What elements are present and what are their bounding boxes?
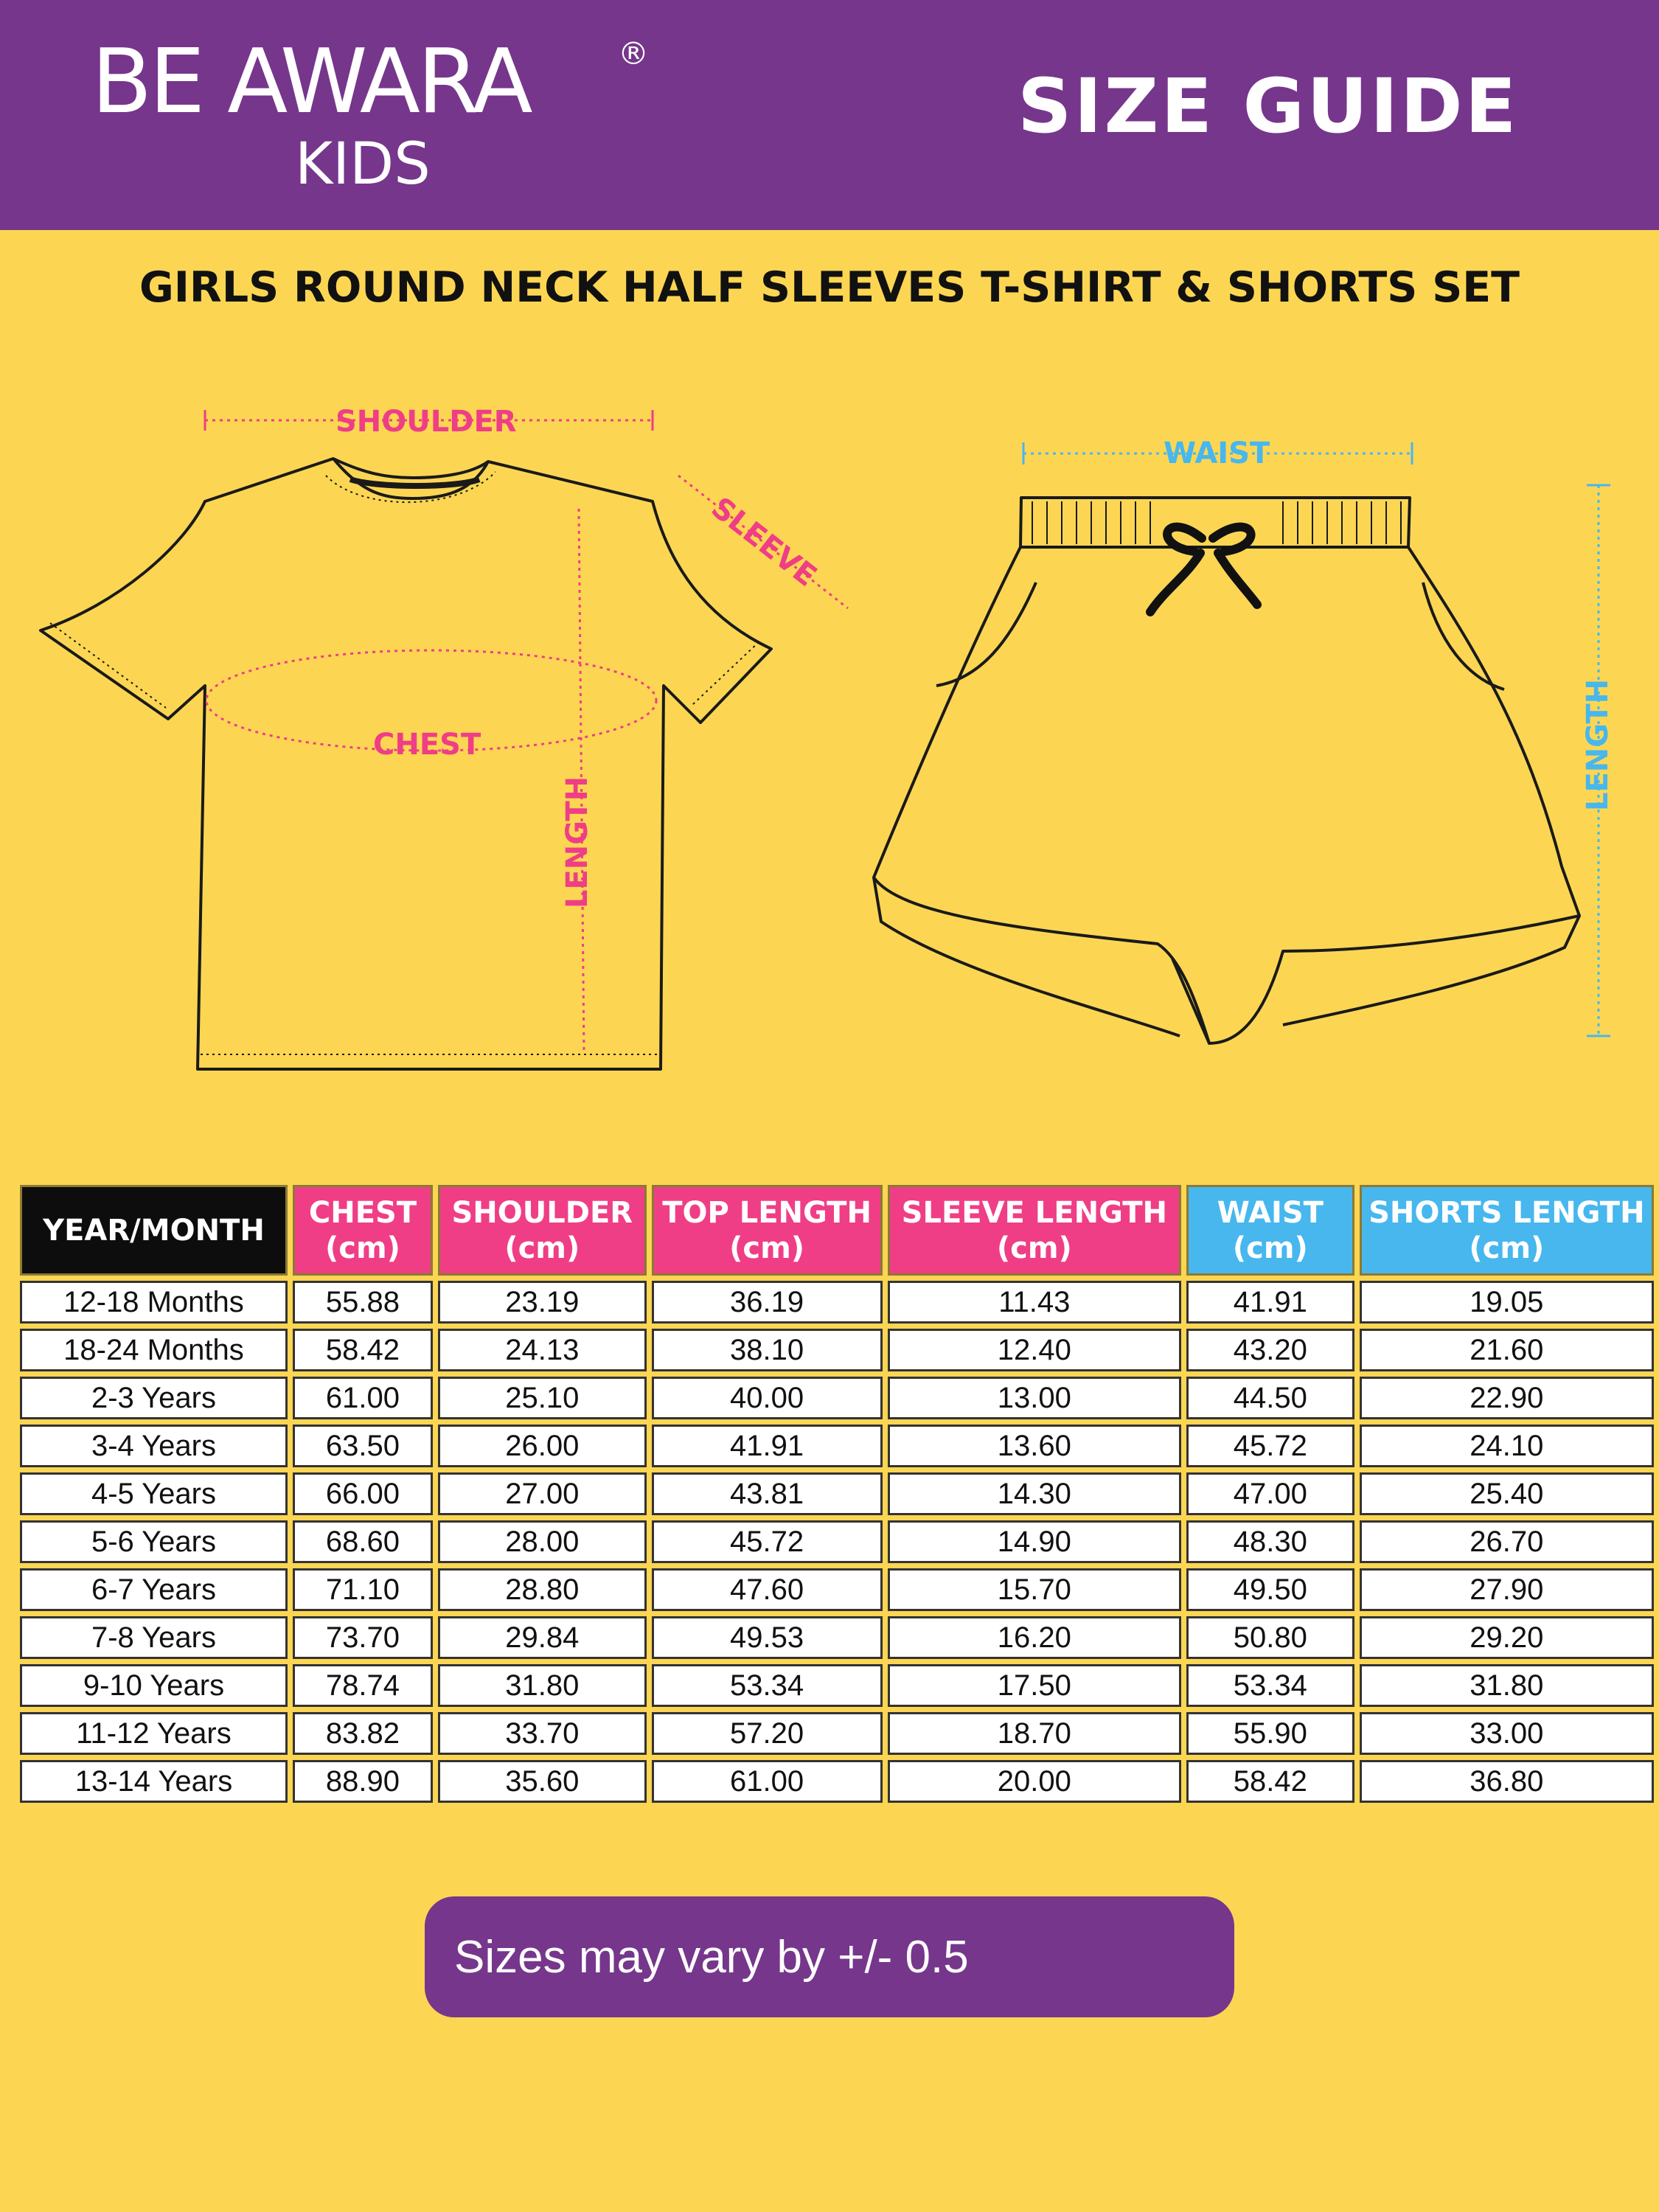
- cell-chest: 55.88: [293, 1281, 433, 1324]
- shorts-length-label: LENGTH: [1581, 678, 1615, 811]
- table-header-row: [20, 1185, 1654, 1276]
- cell-shoulder: 33.70: [438, 1712, 647, 1755]
- cell-size: 7-8 Years: [20, 1616, 288, 1659]
- sleeve-label: SLEEVE: [704, 490, 823, 594]
- cell-chest: 68.60: [293, 1520, 433, 1563]
- header-shorts-length: SHORTS LENGTH (cm): [1360, 1185, 1654, 1276]
- cell-waist: 43.20: [1186, 1329, 1354, 1371]
- table-row: [20, 1329, 1654, 1371]
- cell-size: 18-24 Months: [20, 1329, 288, 1371]
- shorts-illustration: [874, 498, 1579, 1043]
- cell-size: 5-6 Years: [20, 1520, 288, 1563]
- cell-size: 3-4 Years: [20, 1425, 288, 1467]
- cell-shoulder: 27.00: [438, 1472, 647, 1515]
- cell-shoulder: 35.60: [438, 1760, 647, 1803]
- cell-sleeve-length: 20.00: [888, 1760, 1181, 1803]
- cell-shoulder: 24.13: [438, 1329, 647, 1371]
- cell-sleeve-length: 17.50: [888, 1664, 1181, 1707]
- size-variance-note: [425, 1896, 1234, 2017]
- cell-chest: 58.42: [293, 1329, 433, 1371]
- cell-shoulder: 25.10: [438, 1377, 647, 1419]
- cell-shorts-length: 27.90: [1360, 1568, 1654, 1611]
- cell-top-length: 36.19: [652, 1281, 883, 1324]
- cell-shoulder: 31.80: [438, 1664, 647, 1707]
- drawstring-bow-icon: [1150, 527, 1257, 612]
- cell-sleeve-length: 13.60: [888, 1425, 1181, 1467]
- cell-shoulder: 23.19: [438, 1281, 647, 1324]
- cell-chest: 83.82: [293, 1712, 433, 1755]
- cell-waist: 47.00: [1186, 1472, 1354, 1515]
- cell-waist: 45.72: [1186, 1425, 1354, 1467]
- shorts-measure-lines: [1023, 442, 1610, 1036]
- cell-shoulder: 26.00: [438, 1425, 647, 1467]
- cell-top-length: 38.10: [652, 1329, 883, 1371]
- table-row: [20, 1616, 1654, 1659]
- size-table: [15, 1180, 1659, 1808]
- table-row: [20, 1520, 1654, 1563]
- cell-sleeve-length: 12.40: [888, 1329, 1181, 1371]
- cell-sleeve-length: 18.70: [888, 1712, 1181, 1755]
- waist-label: WAIST: [1164, 437, 1270, 470]
- cell-shorts-length: 22.90: [1360, 1377, 1654, 1419]
- cell-waist: 58.42: [1186, 1760, 1354, 1803]
- header-sleeve-length: SLEEVE LENGTH (cm): [888, 1185, 1181, 1276]
- registered-mark: ®: [618, 35, 649, 72]
- table-row: [20, 1664, 1654, 1707]
- cell-sleeve-length: 14.30: [888, 1472, 1181, 1515]
- cell-chest: 78.74: [293, 1664, 433, 1707]
- cell-chest: 66.00: [293, 1472, 433, 1515]
- cell-shoulder: 28.80: [438, 1568, 647, 1611]
- header-top-length: TOP LENGTH (cm): [652, 1185, 883, 1276]
- cell-size: 12-18 Months: [20, 1281, 288, 1324]
- cell-waist: 50.80: [1186, 1616, 1354, 1659]
- tshirt-illustration: [41, 459, 771, 1069]
- cell-shorts-length: 21.60: [1360, 1329, 1654, 1371]
- cell-shorts-length: 29.20: [1360, 1616, 1654, 1659]
- cell-chest: 88.90: [293, 1760, 433, 1803]
- cell-top-length: 40.00: [652, 1377, 883, 1419]
- cell-shorts-length: 26.70: [1360, 1520, 1654, 1563]
- tshirt-length-label: LENGTH: [560, 776, 594, 908]
- cell-shoulder: 29.84: [438, 1616, 647, 1659]
- cell-top-length: 53.34: [652, 1664, 883, 1707]
- cell-top-length: 41.91: [652, 1425, 883, 1467]
- cell-top-length: 47.60: [652, 1568, 883, 1611]
- cell-top-length: 61.00: [652, 1760, 883, 1803]
- table-row: [20, 1712, 1654, 1755]
- cell-size: 9-10 Years: [20, 1664, 288, 1707]
- size-variance-text: Sizes may vary by +/- 0.5: [454, 1931, 969, 1983]
- cell-top-length: 45.72: [652, 1520, 883, 1563]
- cell-waist: 49.50: [1186, 1568, 1354, 1611]
- table-row: [20, 1760, 1654, 1803]
- cell-waist: 55.90: [1186, 1712, 1354, 1755]
- table-row: [20, 1568, 1654, 1611]
- cell-shorts-length: 36.80: [1360, 1760, 1654, 1803]
- cell-shorts-length: 33.00: [1360, 1712, 1654, 1755]
- cell-size: 4-5 Years: [20, 1472, 288, 1515]
- cell-waist: 41.91: [1186, 1281, 1354, 1324]
- size-guide-title: SIZE GUIDE: [1018, 63, 1519, 150]
- header-waist: WAIST (cm): [1186, 1185, 1354, 1276]
- cell-top-length: 43.81: [652, 1472, 883, 1515]
- table-row: [20, 1281, 1654, 1324]
- product-title: GIRLS ROUND NECK HALF SLEEVES T-SHIRT & SHORTS SET: [139, 263, 1520, 312]
- table-row: [20, 1472, 1654, 1515]
- brand-logo-subtitle: KIDS: [295, 131, 431, 198]
- table-row: [20, 1425, 1654, 1467]
- brand-logo-name: BE AWARA: [91, 31, 530, 133]
- cell-chest: 63.50: [293, 1425, 433, 1467]
- cell-shoulder: 28.00: [438, 1520, 647, 1563]
- cell-top-length: 49.53: [652, 1616, 883, 1659]
- cell-sleeve-length: 16.20: [888, 1616, 1181, 1659]
- cell-shorts-length: 31.80: [1360, 1664, 1654, 1707]
- cell-sleeve-length: 13.00: [888, 1377, 1181, 1419]
- cell-size: 6-7 Years: [20, 1568, 288, 1611]
- cell-shorts-length: 25.40: [1360, 1472, 1654, 1515]
- cell-size: 2-3 Years: [20, 1377, 288, 1419]
- table-row: [20, 1377, 1654, 1419]
- chest-label: CHEST: [373, 728, 481, 762]
- cell-waist: 44.50: [1186, 1377, 1354, 1419]
- header-chest: CHEST (cm): [293, 1185, 433, 1276]
- header-shoulder: SHOULDER (cm): [438, 1185, 647, 1276]
- cell-chest: 73.70: [293, 1616, 433, 1659]
- cell-top-length: 57.20: [652, 1712, 883, 1755]
- shoulder-label: SHOULDER: [335, 405, 517, 439]
- cell-shorts-length: 19.05: [1360, 1281, 1654, 1324]
- cell-chest: 61.00: [293, 1377, 433, 1419]
- cell-size: 11-12 Years: [20, 1712, 288, 1755]
- cell-waist: 48.30: [1186, 1520, 1354, 1563]
- cell-sleeve-length: 11.43: [888, 1281, 1181, 1324]
- cell-size: 13-14 Years: [20, 1760, 288, 1803]
- cell-waist: 53.34: [1186, 1664, 1354, 1707]
- cell-chest: 71.10: [293, 1568, 433, 1611]
- cell-sleeve-length: 15.70: [888, 1568, 1181, 1611]
- cell-sleeve-length: 14.90: [888, 1520, 1181, 1563]
- cell-shorts-length: 24.10: [1360, 1425, 1654, 1467]
- tshirt-measure-lines: [205, 410, 848, 1054]
- header-year-month: YEAR/MONTH: [20, 1185, 288, 1276]
